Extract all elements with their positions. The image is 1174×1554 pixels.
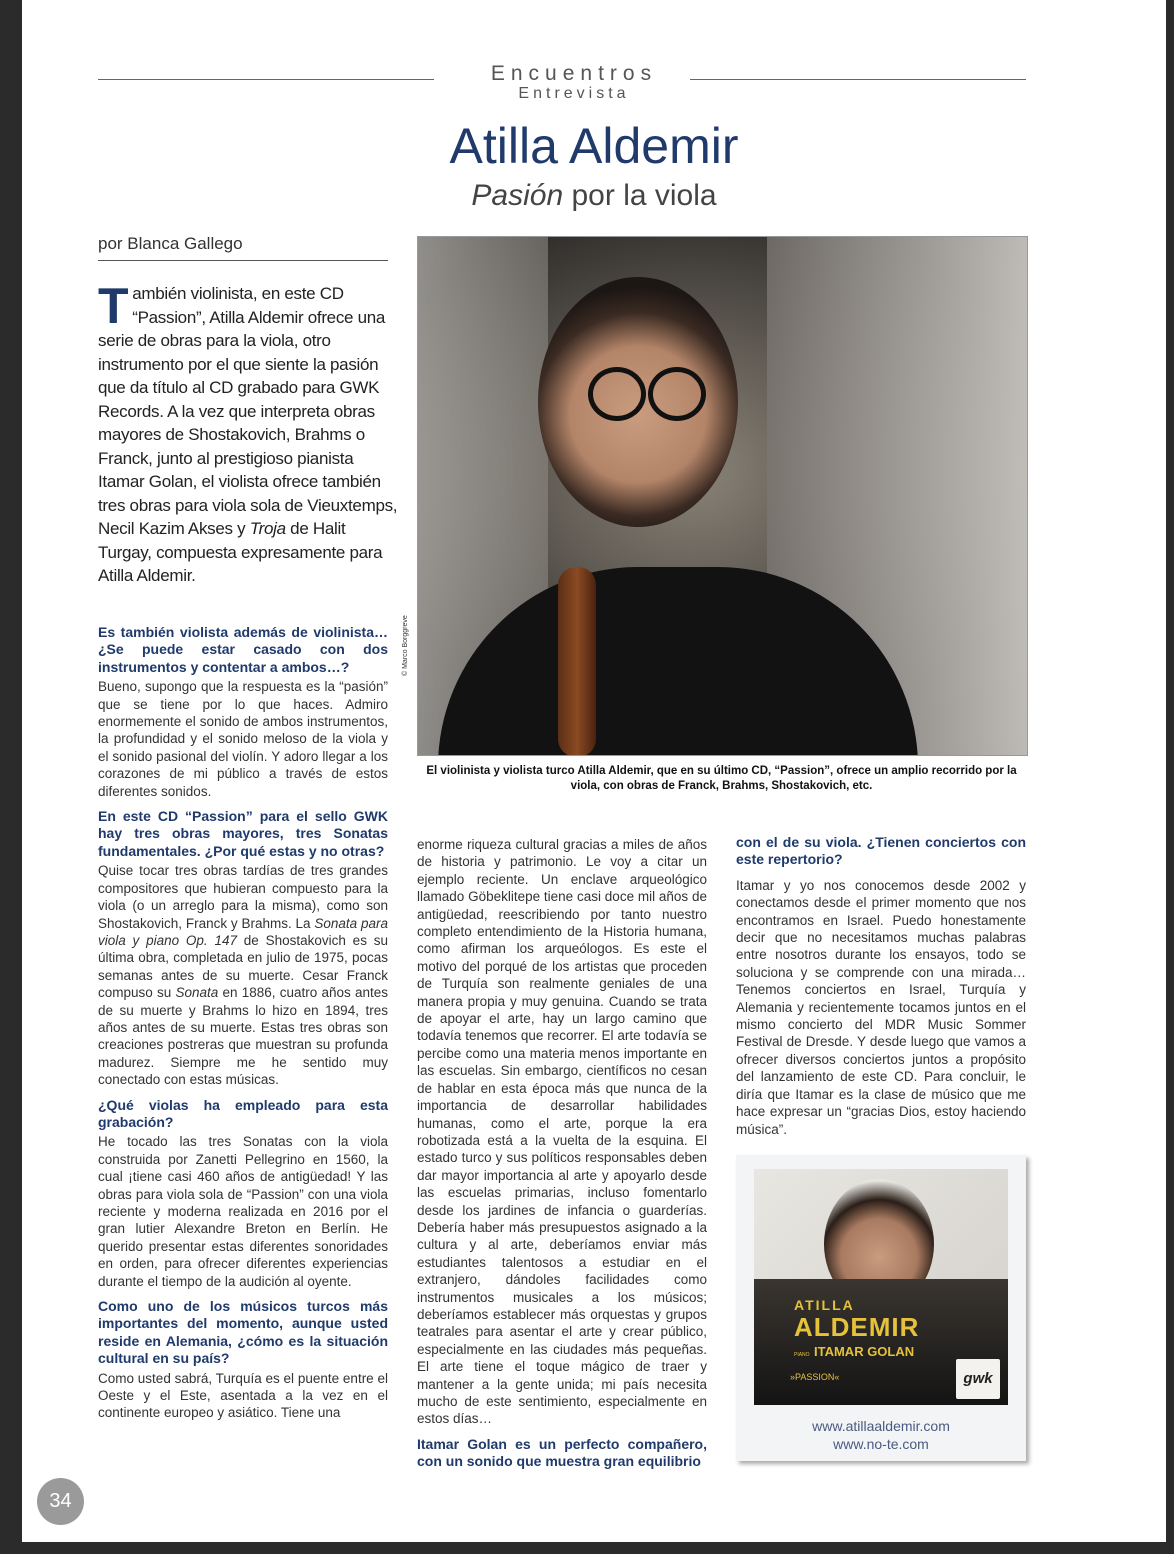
violin: [558, 567, 596, 756]
byline: por Blanca Gallego: [98, 234, 243, 253]
photo-caption: El violinista y violista turco Atilla Aldemir, que en su último CD, “Passion”, ofrece un amplio recorrido por la viola, con obras de Franck, Brahms, Shostakovich, etc.: [426, 765, 1017, 792]
column-2: [417, 836, 707, 1473]
cover-pianist: ITAMAR GOLAN: [814, 1344, 915, 1359]
artist-photo: [417, 236, 1028, 756]
photo-credit: © Marco Borggreve: [402, 615, 409, 676]
column-3: [736, 834, 1026, 1146]
header-rule-right: [690, 79, 1026, 80]
cover-album: »PASSION«: [790, 1372, 840, 1382]
link-artist-site[interactable]: www.atillaaldemir.com: [812, 1418, 950, 1434]
column-1: [98, 624, 388, 1430]
question: En este CD “Passion” para el sello GWK hay tres obras mayores, tres Sonatas fundamentales. ¿Por qué estas y no otras?: [98, 808, 388, 859]
cd-cover: [754, 1169, 1008, 1405]
drop-cap: T: [98, 278, 129, 334]
cover-piano-label: PIANO: [794, 1352, 810, 1358]
answer: Quise tocar tres obras tardías de tres grandes compositores que hubieran compuesto para la viola (o un arreglo para la misma), como son Shostakovich, Franck y Brahms. La Sonata para viola y piano Op. 147 de Shostakovich es su última obra, completada en julio de 1975, pocas semanas antes de su muerte. Cesar Franck compuso su Sonata en 1886, cuatro años antes de su muerte y Brahms lo hizo en 1894, tres años antes de su muerte. Estas tres obras son creaciones postreras que muestran su profunda madurez. Siempre me he sentido muy conectado con estas músicas.: [98, 863, 388, 1088]
section-label: Encuentros: [490, 62, 658, 85]
question: con el de su viola. ¿Tienen conciertos con este repertorio?: [736, 834, 1026, 868]
answer: Itamar y yo nos conocemos desde 2002 y conectamos desde el primer momento que nos encontramos en Israel. Puedo honestamente decir que no necesitamos muchas palabras entre nosotros durante los ensayos, todo se soluciona y se comprende con una mirada… Tenemos conciertos en Israel, Turquía y Alemania y recientemente tocamos juntos en el mismo concierto del MDR Music Sommer Festival de Dresde. Y desde luego que vamos a ofrecer diversos conciertos juntos a propósito del lanzamiento de este CD. Para concluir, le diría que Itamar es la clase de músico que me hace expresar un “gracias Dios, estoy haciendo música”.: [736, 877, 1026, 1137]
links: [736, 1417, 1026, 1453]
subtitle-rest: por la viola: [571, 179, 717, 212]
question: ¿Qué violas ha empleado para esta grabación?: [98, 1096, 388, 1130]
page-number: 34: [37, 1478, 84, 1525]
answer: Bueno, supongo que la respuesta es la “pasión” que se tiene por lo que haces. Admiro enormemente el sonido de ambos instrumentos, la profundidad y el sonido meloso de la viola y el sonido pasional del violín. Y adoro llegar a los corazones de mi público a través de estos diferentes sonidos.: [98, 679, 388, 799]
article-subtitle: [22, 176, 1166, 216]
cover-artist-first: ATILLA: [794, 1297, 855, 1313]
header-rule-left: [98, 79, 434, 80]
question: Itamar Golan es un perfecto compañero, con un sonido que muestra gran equilibrio: [417, 1435, 707, 1470]
magazine-page: [22, 0, 1166, 1542]
question: Como uno de los músicos turcos más importantes del momento, aunque usted reside en Alemania, ¿cómo es la situación cultural en su país?: [98, 1298, 388, 1367]
answer: Como usted sabrá, Turquía es el puente entre el Oeste y el Este, asentada a la vez en el continente europeo y asiático. Tiene una: [98, 1370, 388, 1421]
glasses-right: [648, 367, 706, 421]
subtitle-italic: Pasión: [471, 179, 564, 212]
label-logo: gwk: [956, 1359, 1000, 1399]
article-title: Atilla Aldemir: [449, 118, 739, 174]
lead-paragraph: También violinista, en este CD “Passion”, Atilla Aldemir ofrece una serie de obras para la viola, otro instrumento por el que siente la pasión que da título al CD grabado para GWK Records. A la vez que interpreta obras mayores de Shostakovich, Brahms o Franck, junto al prestigioso pianista Itamar Golan, el violista ofrece también tres obras para viola sola de Vieuxtemps, Necil Kazim Akses y Troja de Halit Turgay, compuesta expresamente para Atilla Aldemir.: [98, 278, 398, 585]
cd-info-box: [736, 1155, 1026, 1461]
answer: enorme riqueza cultural gracias a miles de años de historia y patrimonio. Le voy a citar un ejemplo reciente. Un enclave arqueológico llamado Göbeklitepe tiene casi doce mil años de antigüedad, reescribiendo por tanto nuestro completo entendimiento de la Historia humana, como afirman los arqueólogos. Es este el motivo del porqué de los artistas que proceden de Turquía son realmente geniales de una manera propia y muy genuina. Cuando se trata de apoyar el arte, hay un largo camino que todavía tenemos que recorrer. El arte todavía se percibe como una materia menos importante en las escuelas. Sin embargo, científicos no cesan de hablar en esta época más que nunca de la importancia de desarrollar habilidades humanas, como el arte, porque la era robotizada está a la vuelta de la esquina. El estado turco y sus políticos responsables deben dar mayor importancia al arte y apoyarlo desde las escuelas primarias, incluso fomentarlo desde los jardines de infancia o guarderías. Debería haber más presupuestos asignado a la cultura y al arte, deberíamos enviar más estudiantes talentosos a estudiar en el extranjero, dándoles facilidades como instrumentos musicales a los músicos; deberíamos establecer más orquestas y grupos teatrales para asentar el arte y crear público, especialmente en las ciudades más pequeñas. El arte tiene el toque mágico de traer y mantener a la gente unida; mi país necesita mucho de este sentimiento, especialmente en estos días…: [417, 837, 707, 1427]
subsection-label: Entrevista: [518, 85, 630, 102]
cover-artist-last: ALDEMIR: [794, 1312, 920, 1342]
question: Es también violista además de violinista… ¿Se puede estar casado con dos instrumentos y contentar a ambos…?: [98, 624, 388, 675]
byline-rule: [98, 260, 388, 261]
link-label-site[interactable]: www.no-te.com: [833, 1436, 929, 1452]
glasses-left: [588, 367, 646, 421]
answer: He tocado las tres Sonatas con la viola construida por Zanetti Pellegrino en 1560, la cual ¡tiene casi 460 años de antigüedad! Y las obras para viola sola de “Passion” con una viola reciente y moderna realizada en 2016 por el gran lutier Alexandre Breton en Berlín. He querido presentar estas diferentes sonoridades en orden, para ofrecer diferentes experiencias durante el tiempo de la audición al oyente.: [98, 1134, 388, 1289]
